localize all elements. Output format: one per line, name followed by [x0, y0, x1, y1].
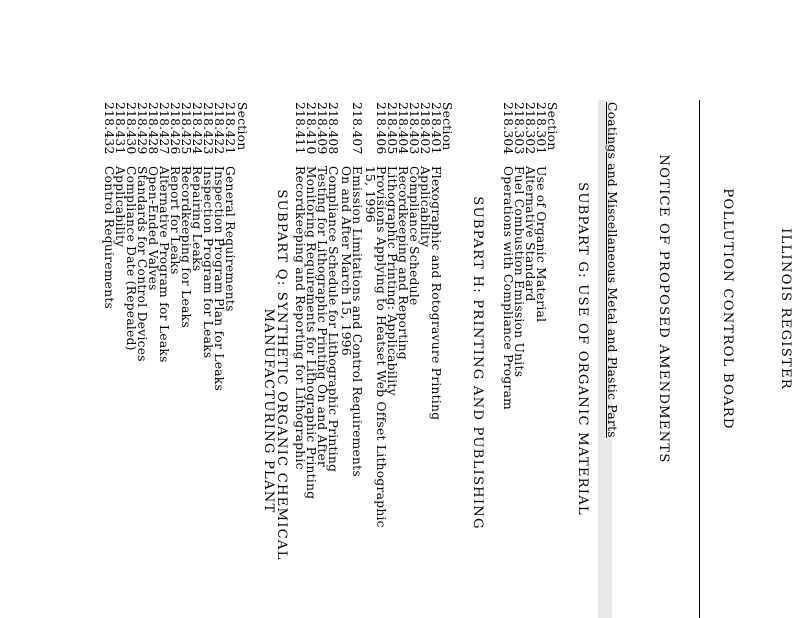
- subpart-q-heading-line2: MANUFACTURING PLANT: [261, 308, 276, 514]
- notice-title: NOTICE OF PROPOSED AMENDMENTS: [656, 154, 671, 464]
- subpart-q-heading-line1: SUBPART Q: SYNTHETIC ORGANIC CHEMICAL: [274, 189, 289, 561]
- scanned-page: ILLINOIS REGISTER POLLUTION CONTROL BOARD NOTICE OF PROPOSED AMENDMENTS Coatings and Miscellaneous Metal and Plastic Parts SUBPART G: USE OF ORGANIC MATERIAL Section 218.301 Use of Organic Material 218.302 Alternative Standard 218.303 Fuel Combustion Emission Units 218.304 Operations with Compliance Program SUBPART H: PRINTING AND PUBLISHING Section 218.401 Flexographic and Rotogravure Printing 218.402 Applicability 218.403 Compliance Schedule 218.404 Recordkeeping and Reporting 218.405 Lithographic Printing: Applicability 218.406 Provisions Applying to Heatset Web Offset Lithographic 15, 1996 218.407 Emission Limitations and Control Requirements On and After March 15, 1996 218.408 Compliance Schedule for Lithographic Printing 218.409 Testing for Lithographic Printing On and After 218.410 Monitoring Requirements for Lithographic Printing 218.411 Recordkeeping and Reporting for Lithographic SUBPART Q: SYNTHETIC ORGANIC CHEMICAL MANUFACTURING PLANT Section 218.421 General Requirements 218.422 Inspection Program Plan for Leaks 218.423 Inspection Program for Leaks 218.424 Repairing Leaks 218.425 Recordkeeping for Leaks 218.426 Report for Leaks 218.427 Alternative Program for Leaks 218.428 Open-Ended Valves 218.429 Standards for Control Devices 218.430 Compliance Date (Repealed) 218.431 Applicability 218.432 Control Requirements: [0, 0, 800, 618]
- register-title: ILLINOIS REGISTER: [778, 228, 793, 390]
- subpart-g-heading: SUBPART G: USE OF ORGANIC MATERIAL: [575, 182, 590, 516]
- header-rule: [699, 100, 700, 618]
- board-title: POLLUTION CONTROL BOARD: [720, 188, 735, 430]
- subpart-g-intro: Coatings and Miscellaneous Metal and Plastic Parts: [605, 102, 619, 438]
- subpart-h-heading: SUBPART H: PRINTING AND PUBLISHING: [470, 196, 485, 530]
